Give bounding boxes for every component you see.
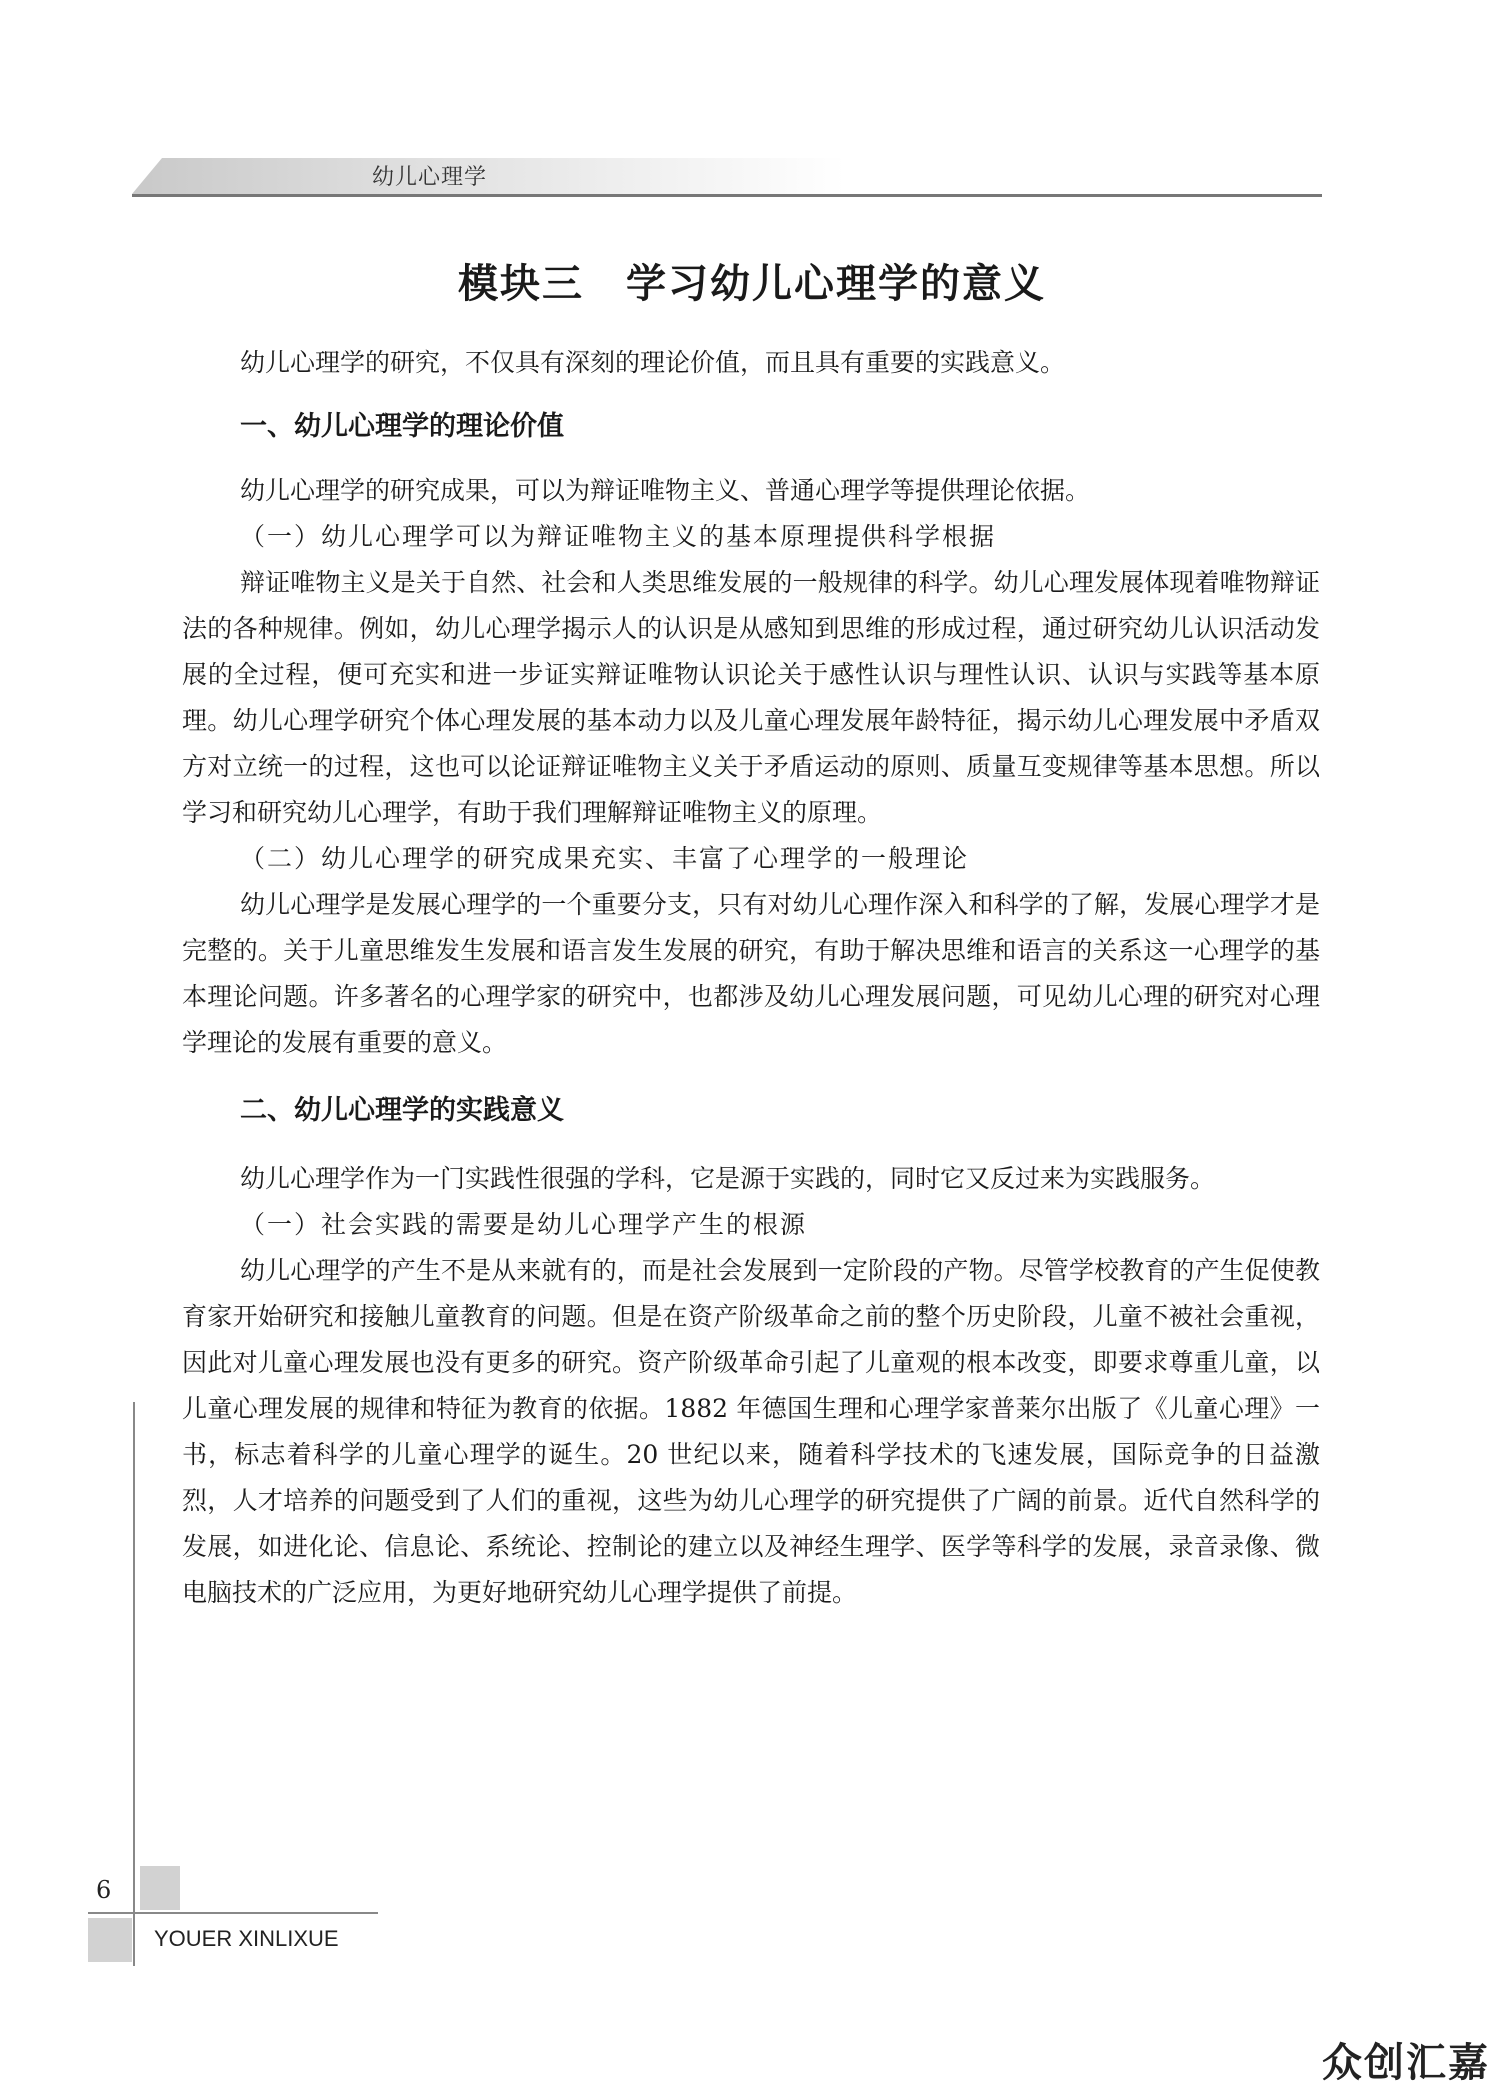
module-title: 模块三 学习幼儿心理学的意义 xyxy=(458,261,1046,307)
section1-sub1-heading: （一）幼儿心理学可以为辩证唯物主义的基本原理提供科学根据 xyxy=(240,522,997,551)
left-margin-rule xyxy=(133,1402,135,1966)
watermark-logo: 众创汇嘉 xyxy=(1322,2040,1490,2086)
section2-intro: 幼儿心理学作为一门实践性很强的学科，它是源于实践的，同时它又反过来为实践服务。 xyxy=(240,1164,1216,1193)
section2-sub1-heading: （一）社会实践的需要是幼儿心理学产生的根源 xyxy=(240,1210,808,1239)
footer-rule xyxy=(88,1912,378,1914)
section1-sub2-heading: （二）幼儿心理学的研究成果充实、丰富了心理学的一般理论 xyxy=(240,844,970,873)
section1-sub2-paragraph: 幼儿心理学是发展心理学的一个重要分支，只有对幼儿心理作深入和科学的了解，发展心理学才是完整的。关于儿童思维发生发展和语言发生发展的研究，有助于解决思维和语言的关系这一心理学的基本理论问题。许多著名的心理学家的研究中，也都涉及幼儿心理发展问题，可见幼儿心理的研究对心理学理论的发展有重要的意义。 xyxy=(182,890,1320,1057)
section1-sub1-paragraph: 辩证唯物主义是关于自然、社会和人类思维发展的一般规律的科学。幼儿心理发展体现着唯物辩证法的各种规律。例如，幼儿心理学揭示人的认识是从感知到思维的形成过程，通过研究幼儿认识活动发展的全过程，便可充实和进一步证实辩证唯物认识论关于感性认识与理性认识、认识与实践等基本原理。幼儿心理学研究个体心理发展的基本动力以及儿童心理发展年龄特征，揭示幼儿心理发展中矛盾双方对立统一的过程，这也可以论证辩证唯物主义关于矛盾运动的原则、质量互变规律等基本思想。所以学习和研究幼儿心理学，有助于我们理解辩证唯物主义的原理。 xyxy=(182,568,1320,827)
footer-gray-block-lower xyxy=(88,1918,132,1962)
footer-gray-block xyxy=(140,1866,180,1910)
intro-paragraph: 幼儿心理学的研究，不仅具有深刻的理论价值，而且具有重要的实践意义。 xyxy=(240,348,1066,377)
section1-intro: 幼儿心理学的研究成果，可以为辩证唯物主义、普通心理学等提供理论依据。 xyxy=(240,476,1091,505)
section1-heading: 一、幼儿心理学的理论价值 xyxy=(240,411,564,442)
body-content xyxy=(182,340,1320,1616)
section2-heading: 二、幼儿心理学的实践意义 xyxy=(240,1095,564,1126)
page-number: 6 xyxy=(96,1876,112,1904)
footer-book-title: YOUER XINLIXUE xyxy=(154,1926,339,1951)
section2-sub1-paragraph: 幼儿心理学的产生不是从来就有的，而是社会发展到一定阶段的产物。尽管学校教育的产生促使教育家开始研究和接触儿童教育的问题。但是在资产阶级革命之前的整个历史阶段，儿童不被社会重视，因此对儿童心理发展也没有更多的研究。资产阶级革命引起了儿童观的根本改变，即要求尊重儿童，以儿童心理发展的规律和特征为教育的依据。1882 年德国生理和心理学家普莱尔出版了《儿童心理》一书，标志着科学的儿童心理学的诞生。20 世纪以来，随着科学技术的飞速发展，国际竞争的日益激烈，人才培养的问题受到了人们的重视，这些为幼儿心理学的研究提供了广阔的前景。近代自然科学的发展，如进化论、信息论、系统论、控制论的建立以及神经生理学、医学等科学的发展，录音录像、微电脑技术的广泛应用，为更好地研究幼儿心理学提供了前提。 xyxy=(182,1256,1320,1607)
header-rule xyxy=(132,194,1322,197)
running-header-title: 幼儿心理学 xyxy=(372,165,488,190)
header-band xyxy=(132,158,1322,194)
